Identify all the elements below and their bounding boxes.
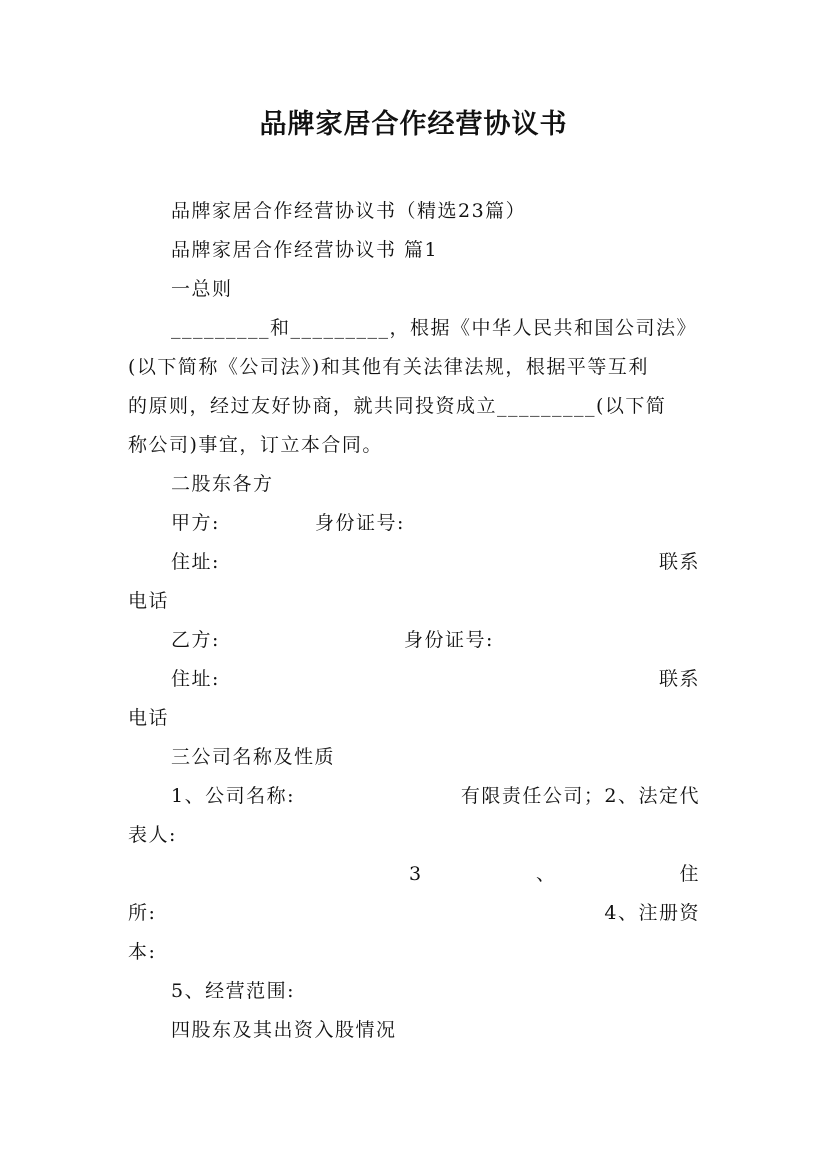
item-word: 所:: [128, 902, 157, 924]
item-address-line: [128, 854, 700, 894]
item-separator: 、: [536, 863, 557, 885]
party-a-label: 甲方:: [171, 512, 220, 534]
section-heading-shareholders: 二股东各方: [171, 473, 274, 495]
item-label: 1、公司名称:: [171, 785, 295, 807]
party-a-id-label: 身份证号:: [315, 512, 405, 534]
item-cont: 本:: [128, 941, 157, 963]
paragraph-line: 称公司)事宜，订立本合同。: [128, 434, 383, 456]
address-line-a: [171, 542, 700, 582]
contact-label: 联系: [658, 668, 700, 690]
address-label: 住址:: [171, 551, 220, 573]
item-company-name: [171, 776, 700, 816]
address-label: 住址:: [171, 668, 220, 690]
section-heading-capital: 四股东及其出资入股情况: [171, 1019, 397, 1041]
item-address-cont: [128, 893, 700, 933]
paragraph-line: (以下简称《公司法》)和其他有关法律法规，根据平等互利: [128, 356, 649, 378]
party-a-line: [171, 503, 700, 543]
contact-label: 联系: [658, 551, 700, 573]
item-label: 4、注册资: [604, 902, 700, 924]
address-line-b: [171, 659, 700, 699]
piece-heading: 品牌家居合作经营协议书 篇1: [171, 239, 439, 261]
document-title: 品牌家居合作经营协议书: [259, 109, 568, 140]
party-b-id-label: 身份证号:: [404, 629, 494, 651]
item-cont: 表人:: [128, 824, 177, 846]
contact-cont: 电话: [128, 707, 170, 729]
section-heading-company: 三公司名称及性质: [171, 746, 336, 768]
item-word: 住: [679, 863, 700, 885]
item-business-scope: 5、经营范围:: [171, 980, 295, 1002]
party-b-line: [171, 620, 700, 660]
contact-cont: 电话: [128, 590, 170, 612]
intro-line: 品牌家居合作经营协议书（精选23篇）: [171, 200, 527, 222]
paragraph-line: _________和_________，根据《中华人民共和国公司法》: [171, 317, 698, 339]
section-heading-general: 一总则: [171, 278, 233, 300]
item-number: 3: [409, 863, 423, 885]
party-b-label: 乙方:: [171, 629, 220, 651]
paragraph-line: 的原则，经过友好协商，就共同投资成立_________(以下简: [128, 395, 667, 417]
item-suffix: 有限责任公司；2、法定代: [460, 785, 700, 807]
